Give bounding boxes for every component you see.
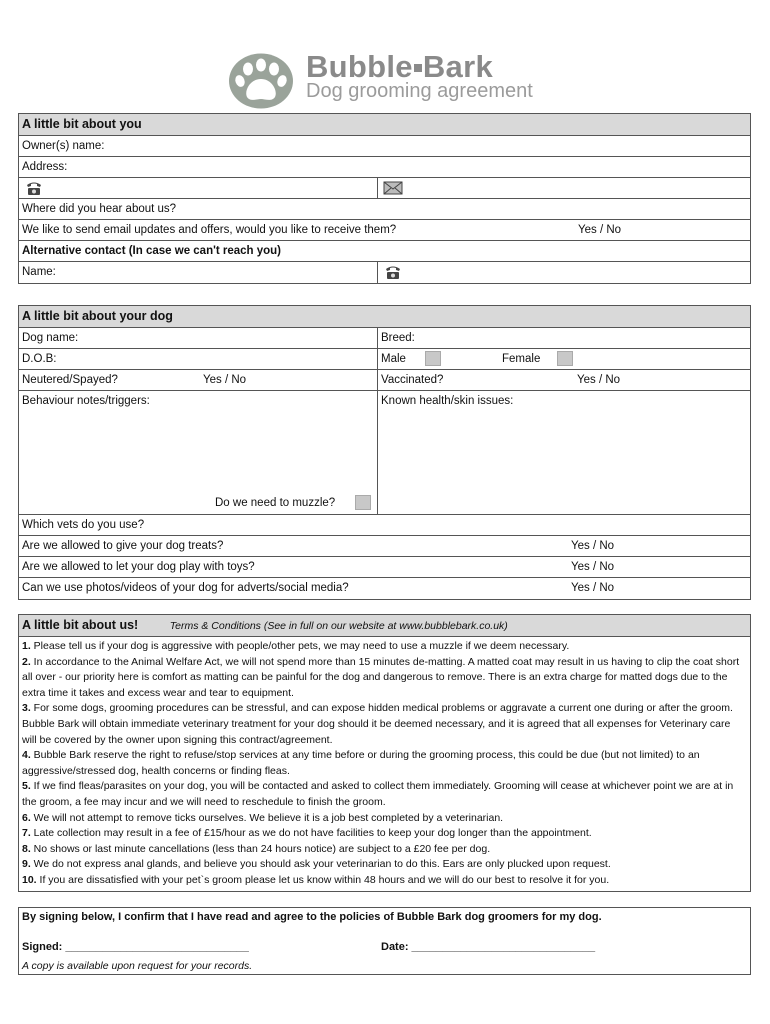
health-issues-field[interactable] (378, 391, 750, 514)
signature-section (18, 907, 751, 975)
date-field[interactable]: Date: ______________________________ (381, 941, 596, 953)
contact-row (19, 178, 750, 199)
terms-item-text: In accordance to the Animal Welfare Act, we will not spend more than 15 minutes de-matting. A matted coat may result in us having to clip the coat short all over - our priority here is comfort as matting can be painful for the dog and dangerous to remove. There is an extra charge for matted dogs due to the extra time it takes and excess wear and tear to equipment. (22, 655, 740, 699)
female-checkbox[interactable] (557, 351, 573, 366)
owner-name-field[interactable]: Owner(s) name: (19, 136, 750, 157)
terms-item-text: We do not express anal glands, and believe you should ask your veterinarian to do this. Ears are only plucked upon request. (30, 858, 611, 871)
alt-name-field[interactable] (19, 262, 378, 283)
about-dog-section (18, 305, 751, 600)
terms-item (22, 826, 747, 842)
terms-item (22, 857, 747, 873)
terms-item (22, 811, 747, 827)
terms-item (22, 639, 747, 655)
health-label: Known health/skin issues: (381, 395, 514, 407)
dog-name-row (19, 328, 750, 349)
terms-item-text: If we find fleas/parasites on your dog, you will be contacted and asked to collect them immediately. Grooming will cease at whichever point we are at in the groom, a fee may incur and we will need to reschedule to finish the groom. (22, 780, 734, 808)
neutered-field (19, 370, 378, 390)
terms-item (22, 701, 747, 748)
dob-sex-row (19, 349, 750, 370)
toys-row (19, 557, 750, 578)
telephone-icon (24, 180, 44, 196)
email-updates-choice[interactable]: Yes / No (578, 224, 622, 236)
terms-item-text: Please tell us if your dog is aggressive with people/other pets, we may need to use a muzzle if we deem necessary. (30, 640, 570, 652)
terms-item (22, 748, 747, 779)
terms-item-text: Bubble Bark reserve the right to refuse/stop services at any time before or during the grooming process, this could be due (but not limited) to an aggressive/stressed dog, health concerns or finding fleas. (22, 749, 700, 777)
vaccinated-field (378, 370, 750, 390)
terms-item-number: 6. (22, 811, 31, 824)
copy-note: A copy is available upon request for your records. (22, 960, 253, 972)
about-dog-heading: A little bit about your dog (19, 306, 750, 328)
breed-field[interactable]: Breed: (381, 332, 415, 344)
muzzle-checkbox[interactable] (355, 495, 371, 510)
about-us-title: A little bit about us! (22, 618, 139, 632)
terms-item-number: 2. (22, 655, 31, 668)
terms-item-number: 4. (22, 749, 31, 762)
muzzle-label: Do we need to muzzle? (215, 497, 336, 509)
email-updates-label: We like to send email updates and offers, would you like to receive them? (22, 224, 397, 236)
alternative-contact-heading: Alternative contact (In case we can't reach you) (19, 241, 750, 262)
male-checkbox[interactable] (425, 351, 441, 366)
neutered-choice[interactable]: Yes / No (203, 374, 247, 386)
treats-row (19, 536, 750, 557)
terms-item (22, 779, 747, 810)
photos-label: Can we use photos/videos of your dog for adverts/social media? (22, 582, 349, 594)
treats-label: Are we allowed to give your dog treats? (22, 540, 224, 552)
terms-item-number: 9. (22, 858, 31, 871)
female-label: Female (502, 353, 541, 365)
terms-item-text: If you are dissatisfied with your pet`s groom please let us know within 48 hours and we will do our best to resolve it for you. (36, 873, 610, 886)
sex-field (378, 349, 750, 369)
confirm-text: By signing below, I confirm that I have read and agree to the policies of Bubble Bark dog groomers for my dog. (22, 911, 602, 923)
document-subtitle: Dog grooming agreement (306, 80, 533, 102)
about-us-section (18, 614, 751, 892)
terms-list (19, 637, 750, 891)
terms-item (22, 842, 747, 858)
photos-row (19, 578, 750, 599)
terms-item-number: 3. (22, 702, 31, 715)
telephone-icon (383, 264, 403, 280)
photos-choice[interactable]: Yes / No (571, 582, 615, 594)
neutered-vaccinated-row (19, 370, 750, 391)
vaccinated-choice[interactable]: Yes / No (577, 374, 621, 386)
envelope-icon (383, 180, 403, 196)
logo (228, 50, 558, 110)
dog-name-field[interactable]: Dog name: (19, 328, 378, 348)
behaviour-label: Behaviour notes/triggers: (22, 395, 150, 407)
neutered-label: Neutered/Spayed? (22, 374, 118, 386)
phone-field[interactable] (19, 178, 378, 198)
address-field[interactable]: Address: (19, 157, 750, 178)
male-label: Male (381, 353, 406, 365)
about-us-heading (19, 615, 750, 637)
alt-contact-row (19, 262, 750, 283)
vaccinated-label: Vaccinated? (381, 374, 444, 386)
behaviour-notes-field[interactable] (19, 391, 378, 514)
email-field[interactable] (378, 178, 750, 198)
terms-item (22, 873, 747, 889)
terms-item-text: Late collection may result in a fee of £15/hour as we do not have facilities to keep your dog longer than the appointment. (30, 827, 592, 840)
terms-item-text: No shows or last minute cancellations (less than 24 hours notice) are subject to a £20 fee per dog. (30, 842, 491, 855)
dob-field[interactable]: D.O.B: (19, 349, 378, 369)
vets-field[interactable]: Which vets do you use? (19, 515, 750, 536)
signed-field[interactable]: Signed: ______________________________ (22, 941, 249, 953)
toys-label: Are we allowed to let your dog play with toys? (22, 561, 255, 573)
terms-item-text: For some dogs, grooming procedures can be stressful, and can expose hidden medical problems or aggravate a current one during or after the groom. Bubble Bark will obtain immediate veterinary treatment for your dog should it be deemed necessary, and it is agreed that all expenses for Veterinary care will be covered by the owner upon signing this contract/agreement. (22, 702, 733, 746)
hear-about-us-field[interactable]: Where did you hear about us? (19, 199, 750, 220)
terms-item-number: 5. (22, 780, 31, 793)
terms-item-text: We will not attempt to remove ticks ourselves. We believe it is a job best completed by a veterinarian. (30, 811, 504, 824)
brand-name: Bubble Bark (306, 49, 493, 84)
terms-heading: Terms & Conditions (See in full on our website at www.bubblebark.co.uk) (169, 620, 508, 632)
about-you-heading: A little bit about you (19, 114, 750, 136)
alt-name-label: Name: (22, 266, 56, 278)
terms-item (22, 655, 747, 702)
terms-item-number: 10. (22, 873, 37, 886)
terms-item-number: 1. (22, 640, 31, 652)
terms-item-number: 8. (22, 842, 31, 855)
treats-choice[interactable]: Yes / No (571, 540, 615, 552)
alt-phone-field[interactable] (378, 262, 750, 283)
email-updates-row (19, 220, 750, 241)
about-you-section (18, 113, 751, 284)
toys-choice[interactable]: Yes / No (571, 561, 615, 573)
notes-row (19, 391, 750, 515)
terms-item-number: 7. (22, 827, 31, 840)
paw-logo-icon (228, 53, 294, 109)
